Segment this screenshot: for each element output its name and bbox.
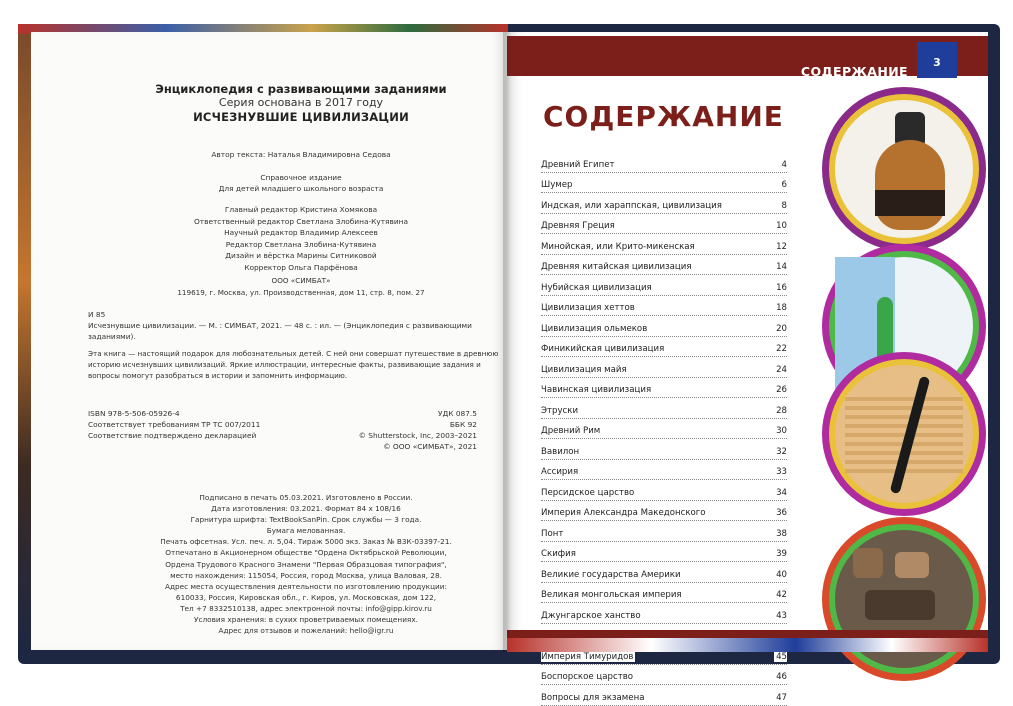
- toc-entry-title: Цивилизация ольмеков: [541, 323, 648, 334]
- toc-entry: [541, 439, 787, 460]
- toc-entry-page: 8: [781, 200, 787, 211]
- toc-entry-title: Этруски: [541, 405, 579, 416]
- toc-entry-page: 33: [776, 467, 787, 477]
- imprint-line: Бумага мелованная.: [266, 526, 346, 536]
- toc-entry-page: 4: [781, 159, 787, 170]
- toc-entry: [541, 460, 787, 481]
- toc-entry: [541, 398, 787, 419]
- imprint-block: [121, 492, 491, 636]
- imprint-line: Печать офсетная. Усл. печ. л. 5,04. Тираж 5000 экз. Заказ № В3К-03397-21.: [160, 537, 452, 547]
- toc-entry-page: 38: [776, 528, 787, 539]
- right-page: [507, 32, 988, 703]
- book-gutter: [503, 32, 511, 652]
- mesoamerican-carvings-photo: [822, 517, 986, 681]
- encyclopedia-title: Энциклопедия с развивающими заданиями: [155, 82, 447, 96]
- series-line: Серия основана в 2017 году: [218, 96, 384, 109]
- toc-entry-title: Джунгарское ханство: [541, 610, 641, 621]
- toc-entry-page: 28: [776, 405, 787, 416]
- toc-entry-page: 26: [776, 385, 787, 395]
- publisher-line: ООО «СИМБАТ»: [271, 276, 331, 285]
- toc-entry: [541, 255, 787, 276]
- udk-line: УДК 087.5: [437, 409, 477, 418]
- toc-entry-title: Великие государства Америки: [541, 569, 681, 580]
- toc-entry-title: Вавилон: [541, 446, 580, 457]
- toc-entry-page: 34: [776, 487, 787, 498]
- toc-entry: [541, 583, 787, 604]
- toc-entry-page: 32: [776, 446, 787, 457]
- ref-line: Справочное издание: [260, 173, 342, 182]
- toc-entry-title: Персидское царство: [541, 487, 635, 498]
- toc-entry-title: Древний Египет: [541, 159, 615, 170]
- toc-entry-title: Боспорское царство: [541, 672, 634, 682]
- toc-entry-page: 24: [776, 364, 787, 375]
- staff-line: Дизайн и вёрстка Марины Ситниковой: [225, 251, 377, 260]
- toc-entry: [541, 316, 787, 337]
- vase-figure-band: [875, 190, 945, 216]
- vase-body: [875, 140, 945, 230]
- toc-entry-title: Цивилизация майя: [541, 364, 627, 375]
- toc-entry-page: 12: [776, 241, 787, 252]
- toc-entry-title: Минойская, или Крито-микенская: [541, 241, 695, 252]
- reference-info: [151, 172, 451, 194]
- toc-entry-page: 18: [776, 303, 787, 313]
- table-of-contents: [541, 152, 787, 706]
- toc-entry-title: Империя Тимуридов: [541, 651, 634, 662]
- greek-vase-photo: [822, 87, 986, 251]
- toc-entry-page: 42: [776, 590, 787, 600]
- imprint-line: Адрес для отзывов и пожеланий: hello@igr.ru: [218, 626, 394, 636]
- carving-glyph: [895, 552, 929, 578]
- tablet-background: [835, 365, 973, 503]
- toc-entry-page: 39: [776, 549, 787, 559]
- toc-entry-page: 14: [776, 262, 787, 272]
- toc-entry: [541, 337, 787, 358]
- toc-entry: [541, 378, 787, 399]
- udk-line: © ООО «СИМБАТ», 2021: [383, 442, 477, 451]
- publisher-line: 119619, г. Москва, ул. Производственная, дом 11, стр. 8, пом. 27: [177, 287, 425, 297]
- staff-credits: [151, 204, 451, 273]
- carving-glyph: [853, 548, 883, 578]
- imprint-line: Адрес места осуществления деятельности по изготовлению продукции:: [165, 581, 447, 591]
- imprint-line: Гарнитура шрифта: TextBookSanPin. Срок службы — 3 года.: [190, 515, 422, 525]
- publisher-info: [131, 275, 471, 298]
- toc-entry: [541, 419, 787, 440]
- toc-entry-title: Нубийская цивилизация: [541, 282, 652, 293]
- toc-entry: [541, 501, 787, 522]
- toc-entry-title: Чавинская цивилизация: [541, 385, 652, 395]
- imprint-line: Дата изготовления: 03.2021. Формат 84 х 108/16: [211, 504, 401, 514]
- toc-entry-page: 46: [776, 672, 787, 682]
- toc-entry-title: Финикийская цивилизация: [541, 344, 665, 354]
- carving-glyph: [865, 590, 935, 620]
- section-header-label: СОДЕРЖАНИЕ: [800, 64, 908, 79]
- isbn-line: Соответствует требованиям ТР ТС 007/2011: [88, 420, 261, 429]
- toc-entry-title: Ассирия: [541, 467, 579, 477]
- staff-line: Ответственный редактор Светлана Злобина-Кутявина: [193, 216, 409, 226]
- catalog-line: Исчезнувшие цивилизации. — М. : СИМБАТ, 2021. — 48 с. : ил. — (Энциклопедия с развивающими заданиями).: [88, 321, 472, 341]
- isbn-block: [88, 408, 308, 441]
- ref-line: Для детей младшего школьного возраста: [218, 184, 384, 193]
- toc-entry: [541, 665, 787, 686]
- toc-entry-title: Понт: [541, 528, 564, 539]
- cover-art-edge: [18, 34, 32, 654]
- toc-entry-title: Цивилизация хеттов: [541, 303, 635, 313]
- author-line: Автор текста: Наталья Владимировна Седова: [211, 150, 391, 159]
- toc-entry: [541, 603, 787, 624]
- photo-background: [835, 100, 973, 238]
- staff-line: Главный редактор Кристина Хомякова: [224, 205, 378, 214]
- toc-entry-title: Древний Рим: [541, 426, 601, 436]
- imprint-line: Ордена Трудового Красного Знамени "Первая Образцовая типография",: [165, 559, 447, 569]
- toc-entry-page: 45: [776, 651, 787, 662]
- toc-entry-page: 43: [776, 610, 787, 621]
- cover-bottom-edge: [507, 638, 988, 652]
- toc-entry-title: Шумер: [541, 180, 573, 190]
- toc-entry: [541, 152, 787, 173]
- toc-entry-title: Скифия: [541, 549, 576, 559]
- imprint-line: 610033, Россия, Кировская обл., г. Киров, ул. Московская, дом 122,: [175, 592, 437, 602]
- staff-line: Корректор Ольга Парфёнова: [244, 262, 358, 272]
- imprint-line: Отпечатано в Акционерном обществе "Ордена Октябрьской Революции,: [165, 548, 447, 558]
- index-code: И 85: [88, 310, 106, 319]
- toc-entry: [541, 296, 787, 317]
- toc-entry: [541, 542, 787, 563]
- toc-entry: [541, 275, 787, 296]
- udk-line: ББК 92: [449, 420, 477, 429]
- toc-entry: [541, 685, 787, 706]
- toc-entry: [541, 173, 787, 194]
- udk-line: © Shutterstock, Inc, 2003–2021: [358, 431, 477, 440]
- toc-entry: [541, 562, 787, 583]
- toc-entry-title: Индская, или хараппская, цивилизация: [541, 200, 722, 211]
- toc-entry: [541, 234, 787, 255]
- left-page: [31, 32, 507, 650]
- book-description: Эта книга — настоящий подарок для любознательных детей. С ней они совершат путешествие в древнюю историю исчезнувших цивилизаций. Яркие иллюстрации, интересные факты, развивающие задания и вопросы помогут разобраться в истории и запомнить информацию.: [88, 349, 499, 380]
- toc-entry-page: 36: [776, 508, 787, 518]
- toc-entry-title: Великая монгольская империя: [541, 590, 682, 600]
- toc-entry: [541, 193, 787, 214]
- toc-entry-page: 10: [776, 221, 787, 231]
- toc-entry-page: 40: [776, 569, 787, 580]
- toc-entry-page: 20: [776, 323, 787, 334]
- imprint-line: Условия хранения: в сухих проветриваемых помещениях.: [194, 615, 418, 625]
- toc-entry-page: 16: [776, 282, 787, 293]
- imprint-line: Подписано в печать 05.03.2021. Изготовлено в России.: [199, 493, 413, 502]
- toc-entry-page: 30: [776, 426, 787, 436]
- toc-entry-page: 22: [776, 344, 787, 354]
- page-number-badge: [917, 42, 957, 78]
- toc-entry-page: 47: [776, 692, 787, 703]
- isbn-line: Соответствие подтверждено декларацией: [88, 431, 257, 440]
- udk-block: [331, 408, 477, 452]
- section-header-bar: [507, 36, 988, 79]
- isbn-line: ISBN 978-5-506-05926-4: [88, 409, 180, 418]
- toc-entry-page: 6: [781, 180, 787, 190]
- toc-entry: [541, 357, 787, 378]
- staff-line: Научный редактор Владимир Алексеев: [224, 228, 378, 237]
- toc-entry-title: Древняя Греция: [541, 221, 615, 231]
- imprint-line: Тел +7 8332510138, адрес электронной почты: info@gipp.kirov.ru: [180, 603, 432, 613]
- toc-entry-title: Древняя китайская цивилизация: [541, 262, 692, 272]
- page-number: 3: [933, 56, 941, 69]
- toc-entry-title: Вопросы для экзамена: [541, 692, 645, 703]
- staff-line: Редактор Светлана Злобина-Кутявина: [225, 239, 377, 249]
- toc-entry: [541, 480, 787, 501]
- toc-entry: [541, 521, 787, 542]
- imprint-line: место нахождения: 115054, Россия, город Москва, улица Валовая, 28.: [170, 570, 442, 580]
- cuneiform-tablet-photo: [822, 352, 986, 516]
- toc-entry: [541, 214, 787, 235]
- page-title: СОДЕРЖАНИЕ: [543, 100, 784, 133]
- book-title: ИСЧЕЗНУВШИЕ ЦИВИЛИЗАЦИИ: [193, 110, 409, 124]
- page-footer-bar: [507, 630, 988, 638]
- toc-entry-title: Империя Александра Македонского: [541, 508, 706, 518]
